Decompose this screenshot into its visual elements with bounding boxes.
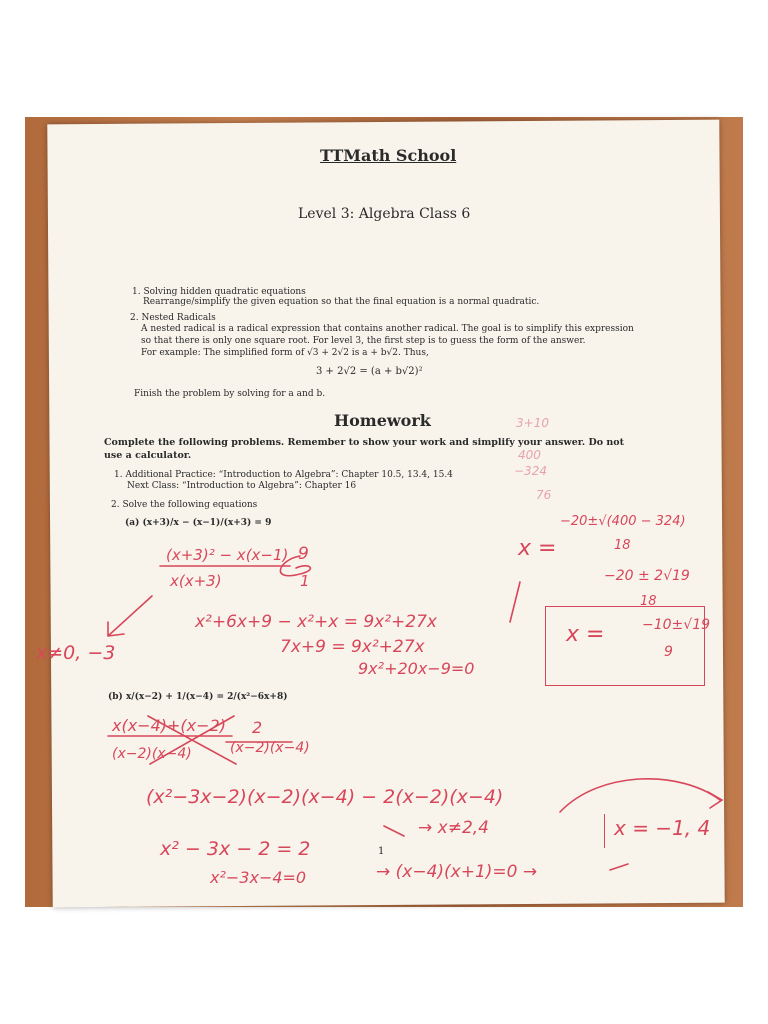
hw-a-answer-numerator: −10±√19 — [642, 617, 711, 633]
topic-2-line-3: For example: The simplified form of √3 + 2√2 is a + b√2. Thus, — [141, 348, 429, 358]
arrow-a-down — [108, 596, 152, 636]
hw-a-expand: x²+6x+9 − x²+x = 9x²+27x — [195, 612, 437, 632]
problem-a: (a) (x+3)/x − (x−1)/(x+3) = 9 — [125, 518, 272, 528]
hw-b-equation-1: x² − 3x − 2 = 2 — [160, 838, 311, 860]
hw-a-formula-numerator: −20±√(400 − 324) — [560, 514, 686, 529]
hw-b-restriction: → x≠2,4 — [418, 818, 489, 838]
homework-instructions-2: use a calculator. — [104, 450, 192, 461]
finish-text: Finish the problem by solving for a and b. — [134, 389, 326, 399]
hw-b-equation-2: x²−3x−4=0 — [210, 868, 307, 887]
page-number: 1 — [378, 846, 385, 857]
hw-a-answer-denominator: 9 — [664, 644, 673, 660]
hw-b-denominator: (x−2)(x−4) — [112, 746, 192, 762]
homework-heading: Homework — [334, 411, 431, 430]
hw-a-quadratic: 9x²+20x−9=0 — [358, 659, 475, 678]
stroke-a-divider — [510, 582, 520, 622]
homework-item-2: 2. Solve the following equations — [111, 500, 258, 510]
hw-a-answer-x: x = — [566, 622, 605, 647]
hw-a-step2-numerator: −20 ± 2√19 — [604, 568, 690, 584]
problem-b: (b) x/(x−2) + 1/(x−4) = 2/(x²−6x+8) — [108, 692, 288, 702]
margin-note-2: 400 — [518, 448, 541, 462]
hw-a-step2-denominator: 18 — [640, 594, 657, 609]
hw-a-formula-denominator: 18 — [614, 538, 631, 553]
cross-out-b — [148, 716, 236, 764]
hw-a-ratio-bottom: 1 — [300, 572, 310, 590]
hw-b-numerator: x(x−4)+(x−2) — [112, 716, 226, 735]
homework-instructions-1: Complete the following problems. Remember to show your work and simplify your answer. Do not — [104, 437, 624, 448]
hw-b-factor: → (x−4)(x+1)=0 → — [376, 862, 538, 882]
stroke-b-tail — [610, 864, 628, 870]
example-equation: 3 + 2√2 = (a + b√2)² — [316, 366, 423, 377]
homework-item-1: 1. Additional Practice: “Introduction to Algebra”: Chapter 10.5, 13.4, 15.4 — [114, 470, 453, 480]
topic-2-line-2: so that there is only one square root. For level 3, the first step is to guess the form of the answer. — [141, 336, 586, 346]
hw-a-ratio-top: 9 — [298, 544, 309, 564]
arrow-b-curve — [560, 779, 720, 812]
topic-1-text: Rearrange/simplify the given equation so that the final equation is a normal quadratic. — [143, 297, 540, 307]
school-title: TTMath School — [320, 146, 457, 165]
homework-item-1-next: Next Class: “Introduction to Algebra”: Chapter 16 — [127, 481, 357, 491]
stroke-b-arrow — [384, 826, 404, 836]
hw-b-answer: x = −1, 4 — [614, 816, 711, 840]
topic-2-title: 2. Nested Radicals — [130, 313, 216, 323]
hw-a-numerator: (x+3)² − x(x−1) — [166, 546, 289, 564]
hw-a-denominator: x(x+3) — [170, 572, 222, 590]
margin-note-3: −324 — [514, 464, 547, 478]
hw-a-x-equals: x = — [518, 536, 557, 561]
hw-b-expand: (x²−3x−2)(x−2)(x−4) − 2(x−2)(x−4) — [146, 786, 504, 808]
hw-b-rhs-denominator: (x−2)(x−4) — [230, 740, 310, 756]
hw-a-simplified: 7x+9 = 9x²+27x — [280, 637, 425, 657]
topic-2-line-1: A nested radical is a radical expression that contains another radical. The goal is to simplify this expression — [141, 324, 634, 334]
margin-note-4: 76 — [536, 488, 552, 502]
class-title: Level 3: Algebra Class 6 — [298, 206, 471, 222]
hw-b-rhs: 2 — [252, 718, 263, 737]
hw-a-restriction: x≠0, −3 — [36, 642, 116, 664]
margin-note-1: 3+10 — [516, 416, 549, 430]
topic-1-title: 1. Solving hidden quadratic equations — [132, 287, 306, 297]
